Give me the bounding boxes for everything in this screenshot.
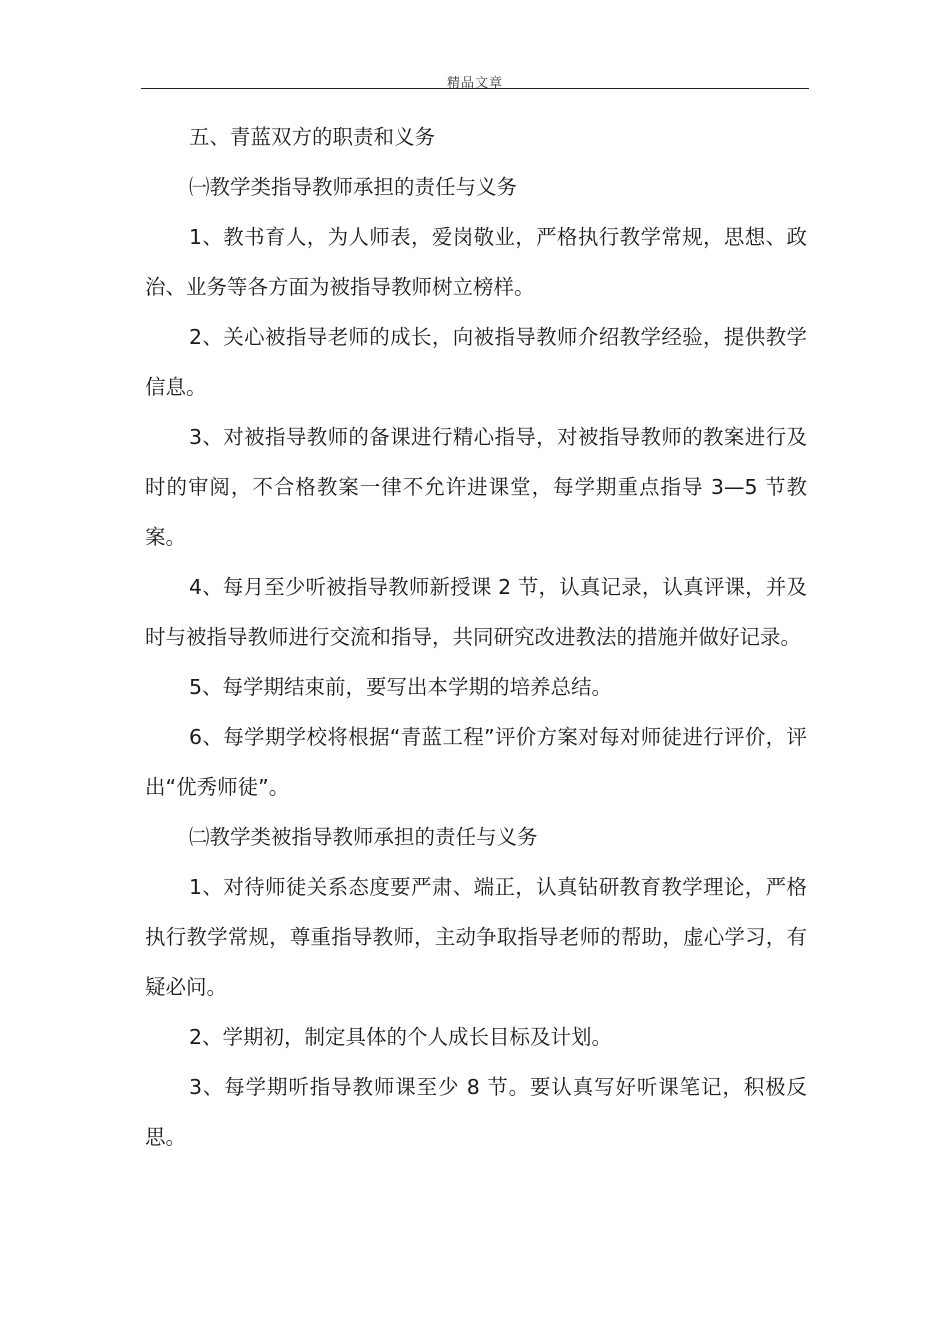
paragraph: 1、对待师徒关系态度要严肃、端正，认真钻研教育教学理论，严格执行教学常规，尊重指导教师，主动争取指导老师的帮助，虚心学习，有疑必问。 bbox=[145, 875, 807, 999]
page-header-title: 精品文章 bbox=[446, 76, 503, 91]
paragraph: 2、学期初，制定具体的个人成长目标及计划。 bbox=[189, 1025, 613, 1049]
document-body bbox=[145, 112, 807, 1162]
paragraph: 6、每学期学校将根据“青蓝工程”评价方案对每对师徒进行评价，评出“优秀师徒”。 bbox=[145, 725, 807, 799]
paragraph: 5、每学期结束前，要写出本学期的培养总结。 bbox=[189, 675, 613, 699]
paragraph: 3、对被指导教师的备课进行精心指导，对被指导教师的教案进行及时的审阅，不合格教案一律不允许进课堂，每学期重点指导 3—5 节教案。 bbox=[145, 425, 807, 549]
header-divider bbox=[141, 88, 809, 89]
paragraph: 1、教书育人，为人师表，爱岗敬业，严格执行教学常规，思想、政治、业务等各方面为被指导教师树立榜样。 bbox=[145, 225, 807, 299]
subsection-heading: ㈠教学类指导教师承担的责任与义务 bbox=[189, 175, 517, 199]
paragraph: 2、关心被指导老师的成长，向被指导教师介绍教学经验，提供教学信息。 bbox=[145, 325, 807, 399]
paragraph: 4、每月至少听被指导教师新授课 2 节，认真记录，认真评课，并及时与被指导教师进行交流和指导，共同研究改进教法的措施并做好记录。 bbox=[145, 575, 807, 649]
subsection-heading: ㈡教学类被指导教师承担的责任与义务 bbox=[189, 825, 538, 849]
section-heading: 五、青蓝双方的职责和义务 bbox=[189, 125, 435, 149]
paragraph: 3、每学期听指导教师课至少 8 节。要认真写好听课笔记，积极反思。 bbox=[145, 1075, 807, 1149]
